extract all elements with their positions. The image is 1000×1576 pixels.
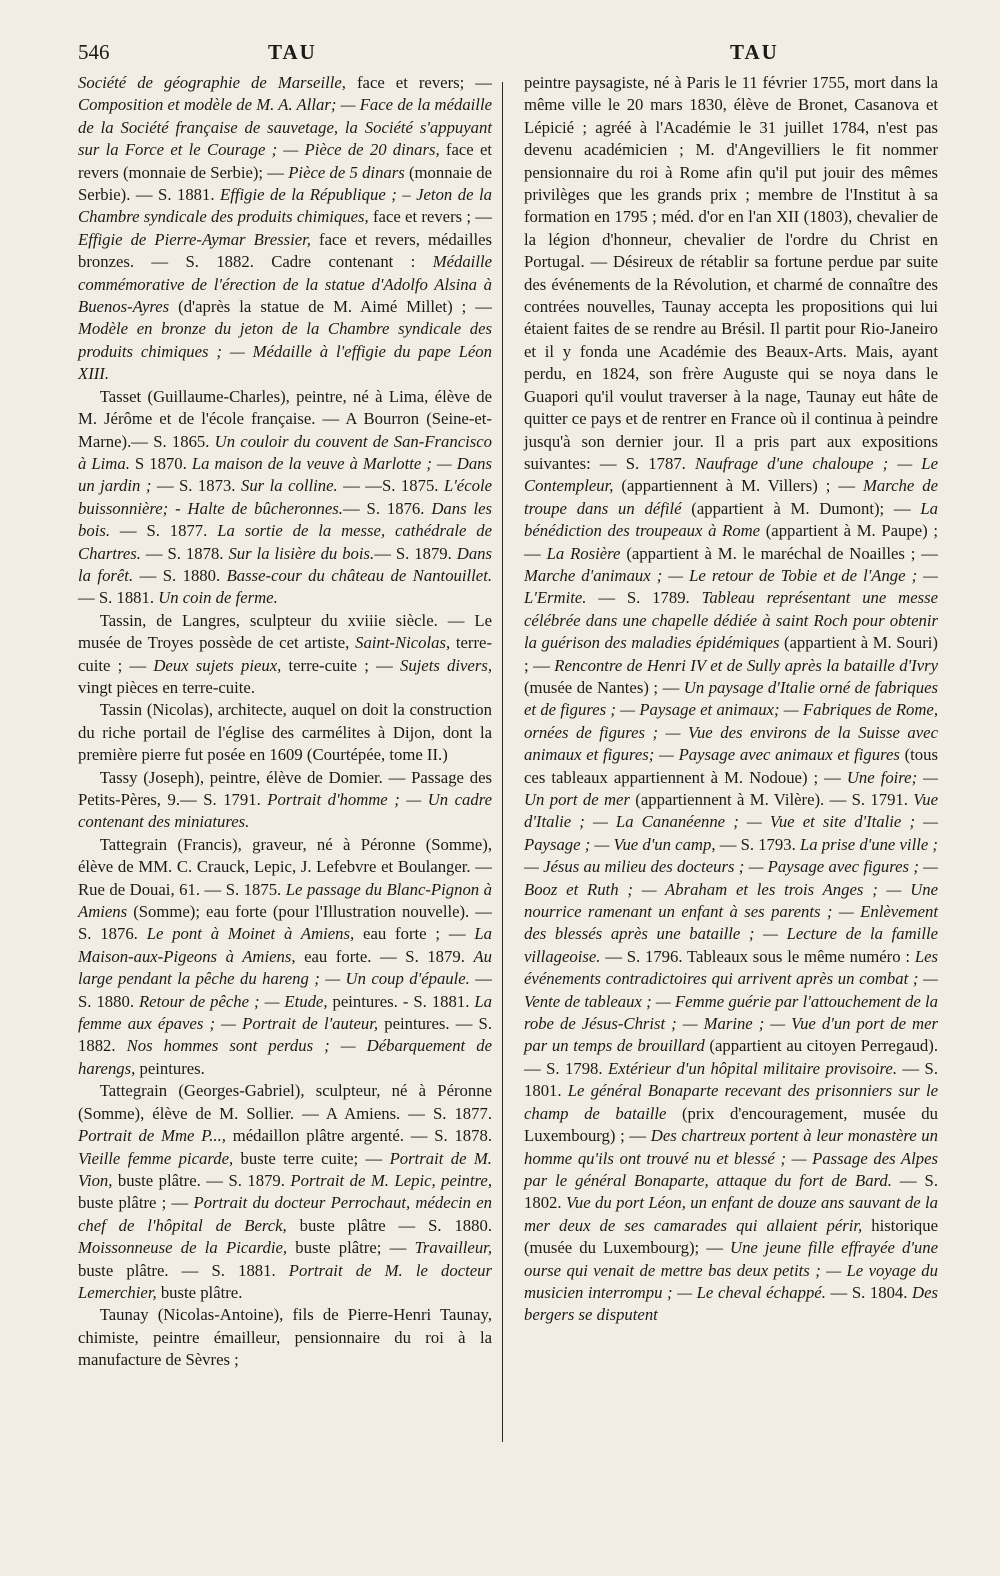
text-run: (Nicolas-Antoine), fils de Pierre-Henri Taunay, chimiste, peintre émailleur, pensionnaire du roi à la manufacture de Sèvres ; (78, 1305, 492, 1370)
italic-title-run: La femme aux épaves ; — Portrait de l'auteur, (78, 991, 492, 1034)
italic-title-run: Un paysage d'Italie orné de fabriques et de figures ; — Paysage et animaux; — Fabriques de Rome, ornées de figures ; — Vue des environs de la Suisse avec animaux et figures; — Paysage avec animaux et figures (524, 677, 938, 765)
italic-title-run: Le pont à Moinet à Amiens, (146, 924, 355, 944)
entry-taunay-continuation (524, 72, 938, 1327)
italic-title-run: Naufrage d'une chaloupe ; — Le Contempleur, (524, 453, 938, 496)
text-run: buste plâtre. — S. 1881. (78, 1260, 289, 1280)
text-run: terre-cuite ; — (78, 633, 492, 675)
italic-title-run: Une jeune fille effrayée d'une ourse qui venait de mettre bas deux petits ; — Le voyage du musicien interrompu ; — Le cheval échappé. (524, 1238, 939, 1302)
text-run: face et revers (monnaie de Serbie); — (78, 140, 492, 182)
text-run: buste plâtre — S. 1880. (286, 1215, 492, 1235)
text-run: (monnaie de Serbie). — S. 1881. (78, 162, 492, 205)
text-run: (appartient à M. le maréchal de Noailles ; — (620, 543, 938, 563)
text-run: (appartient à M. Souri) ; — (524, 633, 938, 675)
text-run: , de Langres, sculpteur du xviiie siècle. — Le musée de Troyes possède de cet artiste, (78, 610, 492, 653)
column-divider (502, 82, 503, 1442)
italic-title-run: Une foire; — Un port de mer (524, 767, 938, 809)
italic-title-run: Effigie de Pierre-Aymar Bressier, (78, 229, 311, 249)
text-run: face et revers ; — (368, 207, 492, 227)
running-head-left: TAU (268, 40, 317, 64)
text-run: — S. 1880. (133, 565, 227, 585)
italic-title-run: Tableau représentant une messe célébrée dans une chapelle dédiée à saint Roch pour obtenir la guérison des maladies épidémiques (524, 588, 938, 653)
text-run: (appartient au citoyen Perregaud). — S. 1798. (524, 1036, 938, 1078)
italic-title-run: Un couloir du couvent de San-Francisco à Lima. (78, 431, 493, 473)
text-run: — S. 1796. Tableaux sous le même numéro : (600, 946, 915, 966)
italic-title-run: Le général Bonaparte recevant des prisonniers sur le champ de bataille (524, 1081, 938, 1123)
entry-tattegrain-georges (78, 1080, 492, 1304)
italic-title-run: La Rosière (546, 543, 621, 563)
italic-title-run: Vue d'Italie ; — La Cananéenne ; — Vue et site d'Italie ; — Paysage ; — Vue d'un camp, (524, 790, 939, 854)
page-header (78, 40, 958, 70)
text-run: peintures. (135, 1058, 205, 1078)
text-run: (appartiennent à M. Villers) ; — (613, 476, 864, 496)
entry-tassin-langres (78, 610, 492, 700)
text-run: médaillon plâtre argenté. — S. 1878. (225, 1126, 492, 1146)
italic-title-run: Composition et modèle de M. A. Allar; — Face de la médaille de la Société française de sauvetage, la Société s'appuyant sur la Force et le Courage ; — Pièce de 20 dinars, (78, 95, 492, 160)
italic-title-run: Des bergers se disputent (524, 1282, 938, 1325)
italic-title-run: Sur la colline. (240, 476, 338, 496)
text-run: — S. 1793. (715, 834, 800, 854)
italic-title-run: Marche d'animaux ; — Le retour de Tobie et de l'Ange ; — L'Ermite. (524, 565, 938, 608)
text-run: (Somme); eau forte (pour l'Illustration nouvelle). — S. 1876. (78, 902, 492, 944)
text-run: S 1870. (129, 453, 192, 473)
italic-title-run: Retour de pêche ; — Etude, (138, 991, 328, 1011)
italic-title-run: Dans la forêt. (78, 543, 493, 585)
italic-title-run: Un coin de ferme. (158, 588, 278, 608)
left-column (78, 72, 492, 1372)
text-run: (Guillaume-Charles), peintre, né à Lima, élève de M. Jérôme et de l'école française. — A Bourron (Seine-et-Marne).— S. 1865. (78, 386, 492, 451)
text-run: Tattegrain (99, 834, 168, 854)
italic-title-run: Sur la lisière du bois. (228, 543, 375, 563)
italic-title-run: Portrait du docteur Perrochaut, médecin en chef de l'hôpital de Berck, (78, 1193, 492, 1235)
italic-title-run: Travailleur, (414, 1238, 493, 1258)
text-run: — S. 1877. (110, 521, 218, 541)
text-run: Tassin (99, 700, 143, 720)
text-run: — S. 1873. (151, 476, 241, 496)
text-run: (appartient à M. Dumont); — (681, 498, 921, 518)
text-run: — —S. 1875. (337, 476, 444, 496)
text-run: (Francis), graveur, né à Péronne (Somme), élève de MM. C. Crauck, Lepic, J. Lefebvre et Boulanger. — Rue de Douai, 61. — S. 1875. (78, 834, 492, 899)
text-run: buste plâtre ; — (78, 1193, 194, 1213)
text-run: buste plâtre. (156, 1282, 243, 1302)
text-run: eau forte. — S. 1879. (295, 946, 474, 966)
text-run: peintre paysagiste, né à Paris le 11 février 1755, mort dans la même ville le 20 mars 1830, élève de Bronet, Casanova et Lépicié ; agréé à l'Académie le 31 juillet 1784, n'est pas devenu académicien ; M. d'Angevilliers le fit nommer pensionnaire du roi à Rome afin qu'il put jouir des mêmes privilèges que les grands prix ; membre de l'Institut à sa formation en 1795 ; méd. d'or en l'an XII (1803), chevalier de la légion d'honneur, chevalier de l'ordre du Christ en Portugal. — Désireux de rétablir sa fortune perdue par suite des événements de la Révolution, et charmé de connaître des contrées nouvelles, Taunay accepta les propositions qui lui étaient faites de se rendre au Brésil. Il partit pour Rio-Janeiro et il y fonda une Académie des Beaux-Arts. Mais, ayant perdu, en 1824, son frère Auguste qui se noya dans le Guapori qu'il voulut traverser à la nage, Taunay eut hâte de quitter ce pays et de rentrer en France où il continua à peindre jusqu'à son dernier jour. Il a pris part aux expositions suivantes: — S. 1787. (524, 73, 938, 473)
italic-title-run: L'école buissonnière; - Halte de bûcheronnes. (78, 476, 493, 518)
text-run: — S. 1879. (374, 543, 457, 563)
italic-title-run: Portrait d'homme ; — Un cadre contenant des miniatures. (78, 790, 492, 832)
italic-title-run: Médaille commémorative de l'érection de la statue d'Adolfo Alsina à Buenos-Ayres (78, 252, 492, 317)
text-run: — S. 1801. (524, 1058, 939, 1101)
italic-title-run: Au large pendant la pêche du hareng ; — Un coup d'épaule. (78, 946, 492, 989)
text-run: (musée de Nantes) ; — (524, 677, 684, 697)
text-run: buste plâtre; — (287, 1238, 415, 1258)
italic-title-run: Sujets divers, (399, 655, 492, 675)
italic-title-run: Vue du port Léon, un enfant de douze ans sauvant de la mer deux de ses camarades qui allaient périr, (524, 1193, 938, 1235)
entry-tassin-nicolas (78, 699, 492, 766)
text-run: buste plâtre. — S. 1879. (112, 1170, 291, 1190)
italic-title-run: Portrait de M. Lepic, peintre, (290, 1170, 492, 1190)
italic-title-run: La Maison-aux-Pigeons à Amiens, (78, 924, 493, 966)
text-run: (Joseph), peintre, élève de Domier. — Passage des Petits-Pères, 9.— S. 1791. (78, 767, 492, 809)
text-run: (Nicolas), architecte, auquel on doit la construction du riche portail de l'église des carmélites à Dijon, dont la première pierre fut posée en 1609 (Courtépée, tome II.) (78, 700, 492, 765)
italic-title-run: Le passage du Blanc-Pignon à Amiens (78, 879, 492, 922)
italic-title-run: La prise d'une ville ; — Jésus au milieu des docteurs ; — Paysage avec figures ; — Booz et Ruth ; — Abraham et les trois Anges ; — Une nourrice ramenant un enfant à ses parents ; — Enlèvement des blessés après une bataille ; — Lecture de la famille villageoise. (524, 834, 938, 966)
italic-title-run: Portrait de Mme P..., (78, 1126, 226, 1146)
text-run: peintures. — S. 1882. (78, 1014, 492, 1056)
text-run: Tassy (99, 767, 138, 787)
italic-title-run: Moissonneuse de la Picardie, (78, 1238, 288, 1258)
text-run: Tassin (99, 610, 143, 630)
text-run: — S. 1802. (524, 1170, 938, 1213)
text-run: Taunay (99, 1305, 149, 1325)
italic-title-run: La bénédiction des troupeaux à Rome (524, 498, 938, 541)
text-run: — S. 1880. (78, 969, 492, 1011)
text-run: (appartiennent à M. Vilère). — S. 1791. (629, 790, 914, 809)
entry-taunay (78, 1304, 492, 1371)
text-run: vingt pièces en terre-cuite. (78, 677, 255, 697)
text-run: face et revers; — (345, 73, 492, 92)
italic-title-run: Portrait de M. le docteur Lemerchier, (78, 1260, 492, 1302)
text-run: — S. 1881. (78, 588, 159, 608)
italic-title-run: Marche de troupe dans un défilé (524, 476, 939, 518)
entry-tasset (78, 386, 492, 610)
text-run: — S. 1878. (140, 543, 229, 563)
italic-title-run: Vieille femme picarde, (78, 1148, 234, 1168)
italic-title-run: La maison de la veuve à Marlotte ; — Dans un jardin ; (78, 453, 493, 496)
text-run: (tous ces tableaux appartiennent à M. Nodoue) ; — (524, 745, 938, 787)
italic-title-run: Saint-Nicolas, (355, 633, 451, 653)
text-run: historique (musée du Luxembourg); — (524, 1215, 938, 1258)
italic-title-run: La sortie de la messe, cathédrale de Chartres. (78, 521, 493, 563)
right-column (524, 72, 938, 1327)
italic-title-run: Nos hommes sont perdus ; — Débarquement de harengs, (78, 1036, 493, 1078)
text-run: (appartient à M. Paupe) ; — (524, 521, 938, 563)
italic-title-run: Rencontre de Henri IV et de Sully après la bataille d'Ivry (554, 655, 938, 675)
text-run: (d'après la statue de M. Aimé Millet) ; — (169, 297, 492, 317)
text-run: terre-cuite ; — (281, 655, 400, 675)
text-run: — S. 1876. (342, 498, 432, 518)
italic-title-run: Basse-cour du château de Nantouillet. (226, 565, 493, 585)
entry-tattegrain-francis (78, 834, 492, 1080)
text-run: — S. 1804. (825, 1282, 913, 1302)
italic-title-run: Société de géographie de Marseille, (78, 73, 346, 92)
text-run: face et revers, médailles bronzes. — S. 1882. Cadre contenant : (78, 229, 492, 272)
running-head-right: TAU (730, 40, 779, 64)
italic-title-run: Les événements contradictoires qui arrivent après un combat ; — Vente de tableaux ; — Femme guérie par l'attouchement de la robe de Jésus-Christ ; — Marine ; — Vue d'un port de mer par un temps de brouillard (524, 946, 938, 1056)
italic-title-run: Des chartreux portent à leur monastère un homme qu'ils ont trouvé nu et blessé ; — Passage des Alpes par le général Bonaparte, attaque du fort de Bard. (524, 1126, 938, 1190)
italic-title-run: Pièce de 5 dinars (288, 162, 405, 182)
text-run: buste terre cuite; — (233, 1148, 390, 1168)
text-run: (Georges-Gabriel), sculpteur, né à Péronne (Somme), élève de M. Sollier. — A Amiens. — S. 1877. (78, 1081, 492, 1123)
italic-title-run: Portrait de M. Vion, (78, 1148, 492, 1190)
text-run: peintures. - S. 1881. (327, 991, 475, 1011)
italic-title-run: Effigie de la République ; – Jeton de la Chambre syndicale des produits chimiques, (78, 185, 492, 227)
text-run: (prix d'encouragement, musée du Luxembourg) ; — (524, 1103, 938, 1146)
italic-title-run: Dans les bois. (78, 498, 493, 541)
text-run: eau forte ; — (354, 924, 475, 944)
page-number: 546 (78, 40, 110, 64)
italic-title-run: Extérieur d'un hôpital militaire provisoire. (607, 1058, 897, 1078)
text-run: Tasset (99, 386, 142, 406)
entry-continuation (78, 72, 492, 386)
text-run: Tattegrain (99, 1081, 168, 1101)
text-run: — S. 1789. (586, 588, 702, 608)
italic-title-run: Deux sujets pieux, (153, 655, 282, 675)
italic-title-run: Modèle en bronze du jeton de la Chambre syndicale des produits chimiques ; — Médaille à l'effigie du pape Léon XIII. (78, 319, 492, 384)
entry-tassy (78, 767, 492, 834)
